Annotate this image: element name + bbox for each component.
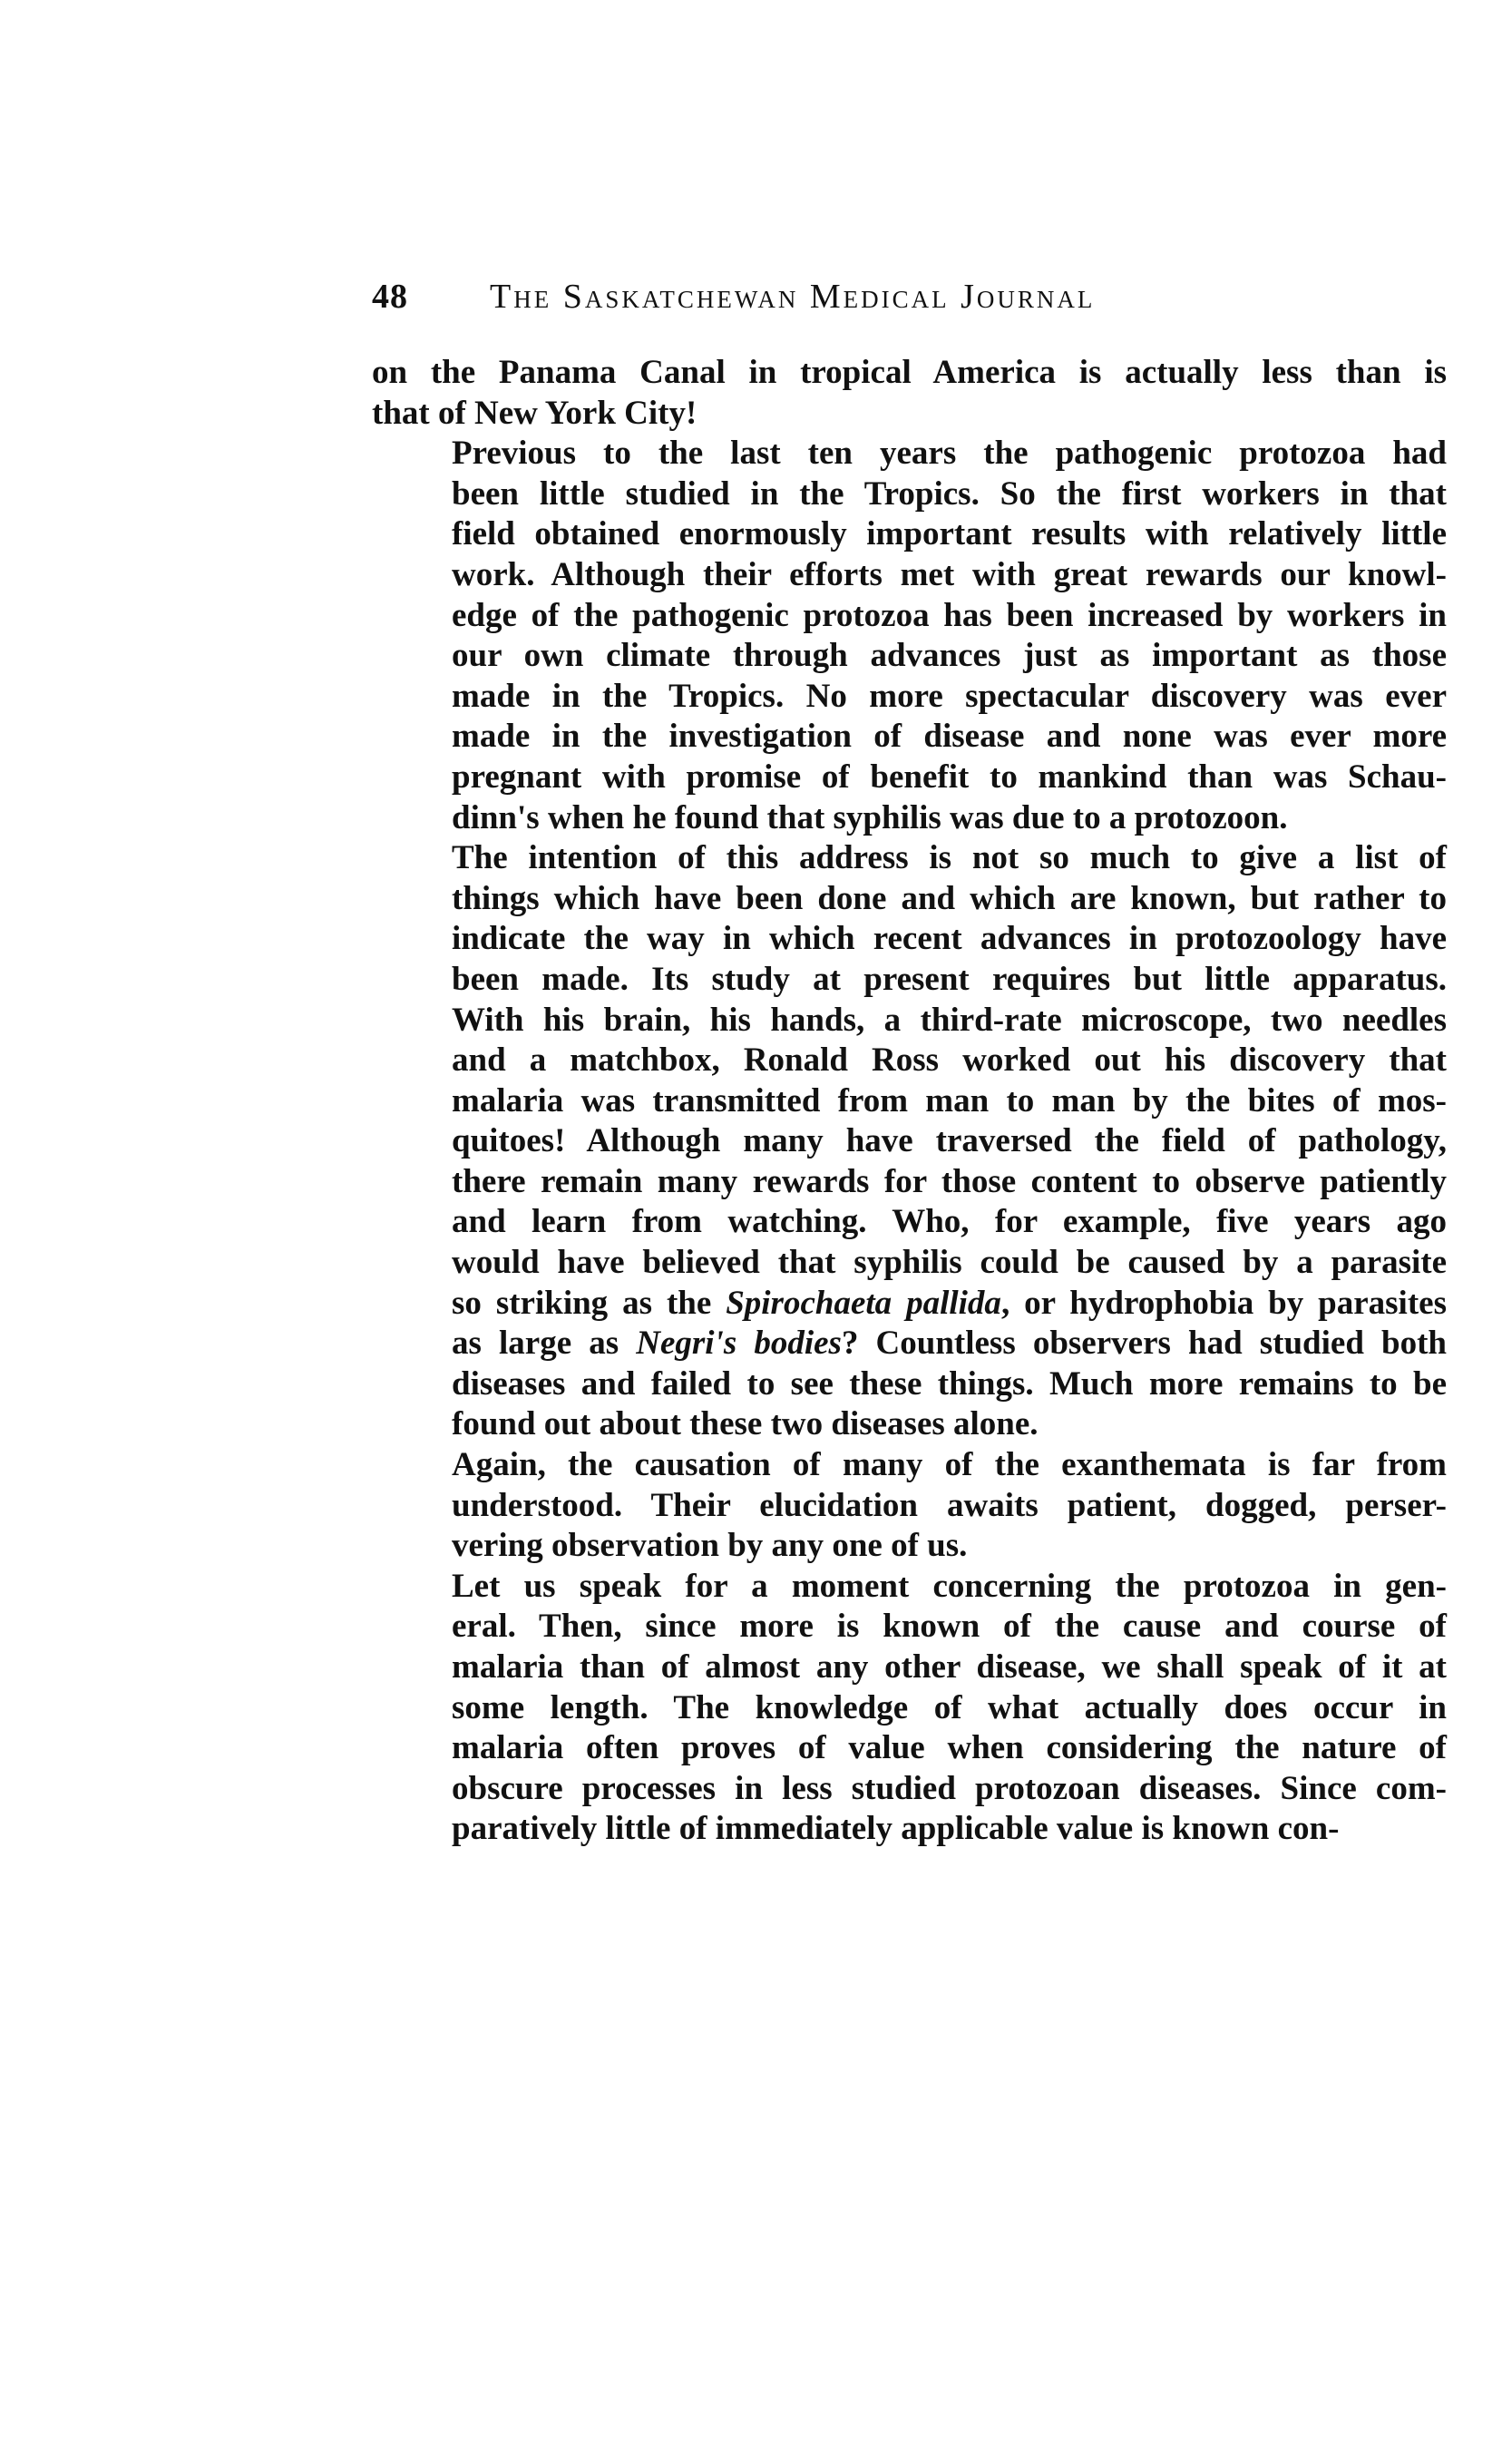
page-number: 48 <box>372 278 408 316</box>
running-title: The Saskatchewan Medical Journal <box>490 278 1096 316</box>
text-line: diseases and failed to see these things. Much more remains to be <box>452 1364 1447 1403</box>
text-line: pregnant with promise of benefit to mankind than was Schau- <box>452 758 1447 796</box>
text-line: field obtained enormously important results with relatively little <box>452 515 1447 553</box>
text-line: made in the investigation of disease and none was ever more <box>452 718 1447 756</box>
text-line: malaria was transmitted from man to man by the bites of mos- <box>452 1081 1447 1120</box>
text-line: Let us speak for a moment concerning the protozoa in gen- <box>452 1567 1447 1605</box>
text-line: edge of the pathogenic protozoa has been increased by workers in <box>452 596 1447 634</box>
text-line: Again, the causation of many of the exanthemata is far from <box>452 1446 1447 1484</box>
text-line: some length. The knowledge of what actually does occur in <box>452 1688 1447 1726</box>
text-line: so striking as the Spirochaeta pallida, or hydrophobia by parasites <box>452 1284 1447 1322</box>
text-line: and learn from watching. Who, for example, five years ago <box>452 1203 1447 1241</box>
text-line: eral. Then, since more is known of the cause and course of <box>452 1608 1447 1646</box>
paragraph <box>372 1567 1447 1850</box>
paragraph <box>372 353 1447 434</box>
paragraph <box>372 838 1447 1445</box>
text-line: made in the Tropics. No more spectacular discovery was ever <box>452 677 1447 715</box>
text-line: The intention of this address is not so much to give a list of <box>452 839 1447 877</box>
text-line: vering observation by any one of us. <box>452 1527 968 1565</box>
text-line: malaria than of almost any other disease, we shall speak of it at <box>452 1648 1447 1686</box>
text-line: With his brain, his hands, a third-rate microscope, two needles <box>452 1001 1447 1039</box>
paragraph <box>372 1445 1447 1567</box>
paragraph <box>372 434 1447 838</box>
text-line: work. Although their efforts met with great rewards our knowl- <box>452 555 1447 593</box>
text-line: paratively little of immediately applicable value is known con- <box>452 1810 1340 1848</box>
journal-page <box>372 277 1447 1850</box>
text-line: on the Panama Canal in tropical America is actually less than is <box>372 354 1447 391</box>
page-header <box>372 277 1447 317</box>
text-line: been little studied in the Tropics. So the first workers in that <box>452 474 1447 513</box>
text-line: things which have been done and which are known, but rather to <box>452 879 1447 917</box>
text-line: obscure processes in less studied protozoan diseases. Since com- <box>452 1769 1447 1807</box>
text-line: malaria often proves of value when considering the nature of <box>452 1729 1447 1767</box>
text-line: understood. Their elucidation awaits patient, dogged, perser- <box>452 1486 1447 1524</box>
text-line: quitoes! Although many have traversed the field of pathology, <box>452 1122 1447 1160</box>
text-line: as large as Negri's bodies? Countless observers had studied both <box>452 1325 1447 1363</box>
text-line: found out about these two diseases alone. <box>452 1405 1039 1443</box>
text-line: Previous to the last ten years the pathogenic protozoa had <box>452 435 1447 473</box>
text-line: been made. Its study at present requires but little apparatus. <box>452 960 1447 998</box>
text-line: and a matchbox, Ronald Ross worked out his discovery that <box>452 1041 1447 1080</box>
text-line: there remain many rewards for those content to observe patiently <box>452 1162 1447 1200</box>
text-line: that of New York City! <box>372 394 697 432</box>
body-text <box>372 353 1447 1850</box>
text-line: indicate the way in which recent advances in protozoology have <box>452 920 1447 958</box>
text-line: dinn's when he found that syphilis was due to a protozoon. <box>452 798 1288 836</box>
text-line: our own climate through advances just as important as those <box>452 637 1447 675</box>
text-line: would have believed that syphilis could be caused by a parasite <box>452 1244 1447 1282</box>
